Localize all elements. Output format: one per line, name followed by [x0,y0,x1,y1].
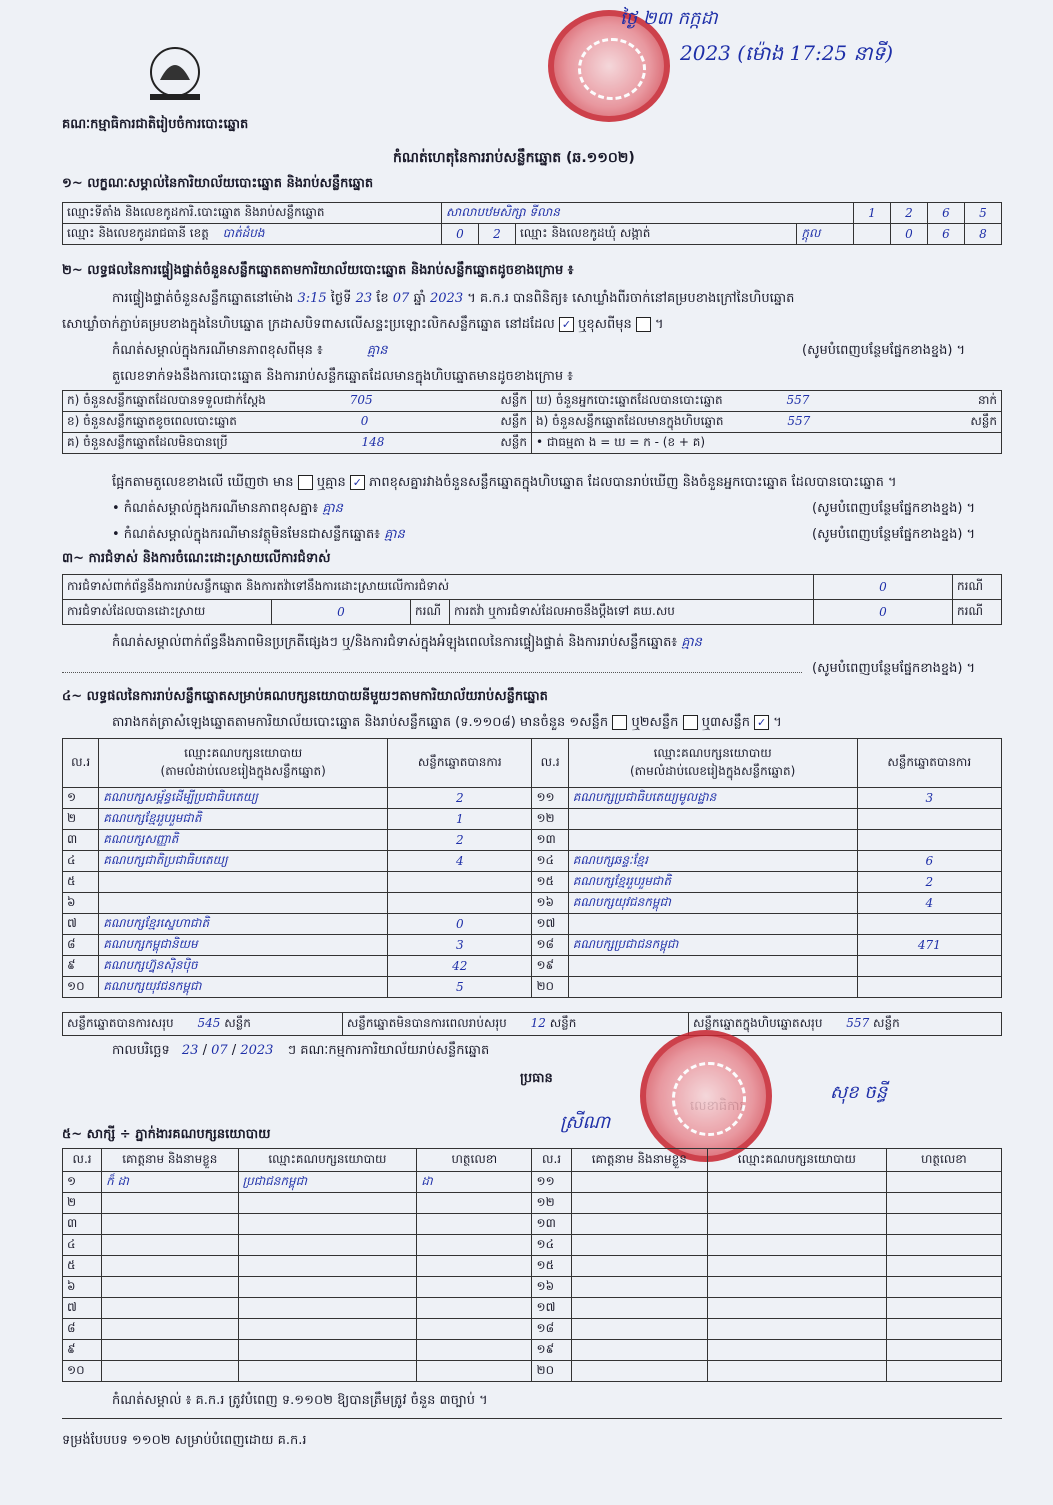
complaint-note-suffix: (សូមបំពេញបន្ថែមផ្នែកខាងខ្នង) ។ [812,661,976,676]
witness-row [63,1172,1002,1193]
party-votes [388,893,532,914]
witness-signature [886,1298,1001,1319]
witness-signature [886,1277,1001,1298]
row-number: ១៨ [532,1319,571,1340]
party-name [99,893,388,914]
row-number: ៩ [63,1340,102,1361]
party-votes: 3 [388,935,532,956]
witness-party [238,1340,417,1361]
party-name: គណបក្សប្រជាជនកម្ពុជា [568,935,857,956]
witness-name [102,1298,238,1319]
complaint-label-1: ការជំទាស់ពាក់ព័ន្ធនឹងការរាប់សន្លឹកឆ្នោត និងការតវ៉ាទៅនឹងការដោះស្រាយលើការជំទាស់ [63,575,814,600]
three-sheets-checkbox[interactable]: ✓ [754,715,769,730]
discrepancy-line: ផ្អែកតាមតួលេខខាងលើ ឃើញថា មាន ឬគ្មាន ✓ ភាពខុសគ្នារវាងចំនួនសន្លឹកឆ្នោតក្នុងហិបឆ្នោត ដែលបានរាប់ឃើញ និងចំនួនអ្នកបោះឆ្នោត ដែលបានបោះឆ្នោត ។ [112,475,897,490]
witness-signature [886,1193,1001,1214]
party-votes [857,977,1001,998]
official-stamp-bottom [640,1030,772,1162]
witness-party [708,1235,887,1256]
party-votes [857,809,1001,830]
total-in-box: 557 [846,1016,870,1030]
row-number: ៦ [63,1277,102,1298]
results-row [63,935,1002,956]
party-name: គណបក្សខ្មែររួបរួមជាតិ [99,809,388,830]
party-votes [388,872,532,893]
party-votes: 2 [388,788,532,809]
witness-signature [886,1214,1001,1235]
row-number: ១ [63,788,99,809]
party-name: គណបក្សយុវជនកម្ពុជា [568,893,857,914]
party-votes: 471 [857,935,1001,956]
witness-signature [417,1193,532,1214]
note-1-value: គ្មាន [366,343,388,358]
row-number: ២ [63,809,99,830]
witness-row [63,1193,1002,1214]
witness-party [238,1256,417,1277]
witness-party [708,1172,887,1193]
witness-signature [417,1256,532,1277]
date-line: កាលបរិច្ឆេទ 23 / 07 / 2023 ៗ គណៈកម្មការការិយាល័យរាប់សន្លឹកឆ្នោត [112,1043,490,1058]
commune-label: ឈ្មោះ និងលេខកូដឃុំ សង្កាត់ [516,224,797,245]
party-votes: 2 [857,872,1001,893]
party-votes [857,914,1001,935]
party-votes: 2 [388,830,532,851]
witness-name [102,1361,238,1382]
party-name: គណបក្សខ្មែររួបរួមជាតិ [568,872,857,893]
party-name: គណបក្សកម្ពុជានិយម [99,935,388,956]
row-number: ១២ [532,809,568,830]
complaint-count-1: 0 [814,575,953,600]
row-number: ៩ [63,956,99,977]
row-number: ១៦ [532,893,568,914]
row-number: ៦ [63,893,99,914]
footnote: កំណត់សម្គាល់ ៖ គ.ក.រ ត្រូវបំពេញ ទ.១១០២ ឱ្យបានត្រឹមត្រូវ ចំនួន ៣ច្បាប់ ។ [112,1393,488,1408]
party-votes: 4 [388,851,532,872]
voters-count: 557 [786,393,810,407]
nec-logo [130,42,220,112]
note-3-suffix: (សូមបំពេញបន្ថែមផ្នែកខាងខ្នង) ។ [812,527,976,542]
party-name: គណបក្សជាតិប្រជាធិបតេយ្យ [99,851,388,872]
witness-party [238,1193,417,1214]
witness-signature: ដា [417,1172,532,1193]
witness-row [63,1361,1002,1382]
witness-signature [886,1172,1001,1193]
witness-party [708,1277,887,1298]
row-number: ១២ [532,1193,571,1214]
complaint-label-2: ការជំទាស់ដែលបានដោះស្រាយ [63,600,272,625]
date-year: 2023 [240,1043,274,1058]
note-2-value: គ្មាន [322,501,343,516]
row-number: ៨ [63,935,99,956]
unchanged-checkbox[interactable]: ✓ [559,317,574,332]
witness-row [63,1256,1002,1277]
witness-signature [417,1214,532,1235]
province-value: បាត់ដំបង [222,226,265,240]
row-number: ៧ [63,914,99,935]
row-number: ១៥ [532,872,568,893]
unused-count: 148 [361,435,385,449]
complaint-count-2: 0 [272,600,411,625]
witness-name [571,1319,707,1340]
witness-name [571,1256,707,1277]
party-name: គណបក្សសម្ព័ន្ធដើម្បីប្រជាធិបតេយ្យ [99,788,388,809]
location-code-4: 5 [965,203,1002,224]
row-number: ១៨ [532,935,568,956]
party-votes: 4 [857,893,1001,914]
location-code-2: 2 [891,203,928,224]
section-1-title: ១~ លក្ខណៈសម្គាល់នៃការិយាល័យបោះឆ្នោត និងរាប់សន្លឹកឆ្នោត [62,176,374,191]
witness-signature [886,1235,1001,1256]
witness-name [571,1277,707,1298]
province-code-1: 0 [442,224,479,245]
row-number: ១៩ [532,1340,571,1361]
row-number: ១១ [532,1172,571,1193]
witness-name [102,1319,238,1340]
changed-checkbox[interactable] [636,317,651,332]
verify-line-2: សោឃ្លាំចាក់ភ្ជាប់គម្របខាងក្នុងនៃហិបឆ្នោត ក្រដាសបិទពាសលើសន្ទះប្រឡោះលិកសន្លឹកឆ្នោត នៅដដែល ✓ ឬខុសពីមុន ។ [62,317,664,332]
witness-party: ប្រជាជនកម្ពុជា [238,1172,417,1193]
party-name [568,809,857,830]
witness-row [63,1277,1002,1298]
witness-party [708,1361,887,1382]
witness-signature [886,1319,1001,1340]
section-2-title: ២~ លទ្ធផលនៃការផ្ទៀងផ្ទាត់ចំនួនសន្លឹកឆ្នោតតាមការិយាល័យបោះឆ្នោត និងរាប់សន្លឹកឆ្នោតដូចខាងក្រោម ៖ [62,263,574,278]
row-number: ៣ [63,1214,102,1235]
party-votes: 1 [388,809,532,830]
party-votes: 3 [857,788,1001,809]
witness-row [63,1214,1002,1235]
party-votes: 6 [857,851,1001,872]
row-number: ១០ [63,1361,102,1382]
witness-signature [417,1361,532,1382]
witness-party [238,1277,417,1298]
witness-signature [417,1319,532,1340]
witness-signature [886,1256,1001,1277]
party-name [568,956,857,977]
section-5-title: ៥~ សាក្សី ÷ ភ្នាក់ងារគណបក្សនយោបាយ [62,1127,271,1142]
witness-row [63,1298,1002,1319]
spoiled-count: 0 [360,414,369,428]
secretary-signature: សុខ ចន្ធី [830,1082,888,1103]
row-number: ២ [63,1193,102,1214]
witness-party [708,1340,887,1361]
section-4-title: ៤~ លទ្ធផលនៃការរាប់សន្លឹកឆ្នោតសម្រាប់គណបក្សនយោបាយនីមួយៗតាមការិយាល័យរាប់សន្លឹកឆ្នោត [62,689,548,704]
province-label: ឈ្មោះ និងលេខកូដរាជធានី ខេត្ត [67,226,209,240]
row-number: ១៥ [532,1256,571,1277]
row-number: ១៦ [532,1277,571,1298]
witness-name: ក៏ ដា [102,1172,238,1193]
verify-year: 2023 [430,291,464,306]
row-number: ១០ [63,977,99,998]
results-table: ល.រ ឈ្មោះគណបក្សនយោបាយ (តាមលំដាប់លេខរៀងក្នុងសន្លឹកឆ្នោត) សន្លឹកឆ្នោតបានការ ល.រ ឈ្មោះគណបក្សនយោបាយ (តាមលំដាប់លេខរៀងក្នុងសន្លឹកឆ្នោត) សន្លឹកឆ្នោតបានការ ១ គណបក្សសម្ព័ន្ធដើម្បីប្រជាធិបតេយ្យ 2 ១១ គណបក្សប្រជាធិបតេយ្យមូលដ្ឋាន 3 ២ គណបក្សខ្មែររួបរួមជាតិ 1 ១២ ៣ គណបក្សសញ្ញាតិ 2 ១៣ ៤ គណបក្សជាតិប្រជាធិបតេយ្យ 4 ១៤ គណបក្សឆន្ទៈខ្មែរ 6 ៥ ១៥ គណបក្សខ្មែររួបរួមជាតិ 2 ៦ ១៦ គណបក្សយុវជនកម្ពុជា 4 ៧ គណបក្សខ្មែរស្នេហាជាតិ 0 ១៧ ៨ គណបក្សកម្ពុជានិយម 3 ១៨ គណបក្សប្រជាជនកម្ពុជា 471 ៩ គណបក្សហ្វ៊ុនស៊ិនប៉ិច 42 ១៩ ១០ គណបក្សយុវជនកម្ពុជា 5 ២០ [62,738,1002,998]
results-row [63,830,1002,851]
verify-day: 23 [355,291,373,306]
row-number: ១៧ [532,1298,571,1319]
date-day: 23 [181,1043,199,1058]
party-name [568,830,857,851]
row-number: ៥ [63,1256,102,1277]
results-row [63,956,1002,977]
two-sheets-checkbox[interactable] [683,715,698,730]
witness-signature [886,1361,1001,1382]
section-3-title: ៣~ ការជំទាស់ និងការចំណេះដោះស្រាយលើការជំទាស់ [62,551,331,566]
row-number: ១៣ [532,830,568,851]
witness-table: ល.រ គោត្តនាម និងនាមខ្លួន ឈ្មោះគណបក្សនយោបាយ ហត្ថលេខា ល.រ គោត្តនាម និងនាមខ្លួន ឈ្មោះគណបក្សនយោបាយ ហត្ថលេខា ១ ក៏ ដា ប្រជាជនកម្ពុជា ដា ១១ ២ ១២ ៣ ១៣ ៤ ១៤ ៥ ១៥ ៦ ១៦ ៧ ១៧ ៨ ១៨ ៩ ១៩ ១០ ២០ [62,1148,1002,1382]
row-number: ៤ [63,851,99,872]
verify-month: 07 [392,291,410,306]
section-1-table [62,202,1002,245]
row-number: ៨ [63,1319,102,1340]
total-valid: 545 [197,1016,221,1030]
witness-party [238,1361,417,1382]
formula: • ជាធម្មតា ង = ឃ = ក - (ខ + គ) [532,433,1002,454]
witness-name [571,1235,707,1256]
results-row [63,809,1002,830]
row-number: ១ [63,1172,102,1193]
note-1: កំណត់សម្គាល់ក្នុងករណីមានភាពខុសពីមុន ៖ គ្មាន [112,343,388,358]
party-votes: 5 [388,977,532,998]
witness-signature [886,1340,1001,1361]
witness-row [63,1319,1002,1340]
witness-name [571,1214,707,1235]
witness-party [238,1235,417,1256]
witness-row [63,1340,1002,1361]
row-number: ១៣ [532,1214,571,1235]
party-name: គណបក្សយុវជនកម្ពុជា [99,977,388,998]
has-discrepancy-checkbox[interactable] [298,475,313,490]
results-row [63,872,1002,893]
results-row [63,851,1002,872]
witness-row [63,1235,1002,1256]
results-row [63,914,1002,935]
row-number: ១៤ [532,851,568,872]
witness-name [571,1361,707,1382]
party-name: គណបក្សហ្វ៊ុនស៊ិនប៉ិច [99,956,388,977]
party-name: គណបក្សសញ្ញាតិ [99,830,388,851]
row-number: ៣ [63,830,99,851]
location-value: សាលាបឋមសិក្សា ទីលាន [442,203,854,224]
row-number: ១១ [532,788,568,809]
note-2-suffix: (សូមបំពេញបន្ថែមផ្នែកខាងខ្នង) ។ [812,501,976,516]
received-count: 705 [349,393,373,407]
party-votes [857,830,1001,851]
commune-code-1: 0 [891,224,928,245]
row-number: ២០ [532,1361,571,1382]
witness-party [708,1319,887,1340]
witness-name [102,1193,238,1214]
witness-name [102,1277,238,1298]
row-number: ១៩ [532,956,568,977]
location-label: ឈ្មោះទីតាំង និងលេខកូដការិ.បោះឆ្នោត និងរាប់សន្លឹកឆ្នោត [63,203,442,224]
party-name: គណបក្សប្រជាធិបតេយ្យមូលដ្ឋាន [568,788,857,809]
witness-party [238,1298,417,1319]
note-2: • កំណត់សម្គាល់ក្នុងករណីមានភាពខុសគ្នា៖ គ្មាន [112,501,343,516]
figures-intro: តួលេខទាក់ទងនឹងការបោះឆ្នោត និងការរាប់សន្លឹកឆ្នោតដែលមានក្នុងហិបឆ្នោតមានដូចខាងក្រោម ៖ [112,369,573,384]
results-row [63,788,1002,809]
witness-signature [417,1340,532,1361]
witness-name [571,1340,707,1361]
note-3: • កំណត់សម្គាល់ក្នុងករណីមានវត្ថុមិនមែនជាសន្លឹកឆ្នោត៖ គ្មាន [112,527,405,542]
one-sheet-checkbox[interactable] [612,715,627,730]
witness-name [102,1340,238,1361]
complaint-note: កំណត់សម្គាល់ពាក់ព័ន្ធនឹងភាពមិនប្រក្រតីផ្សេងៗ ឬ/និងការជំទាស់ក្នុងអំឡុងពេលនៃការផ្ទៀងផ្ទាត់ និងការរាប់សន្លឹកឆ្នោត៖ គ្មាន [112,635,702,650]
row-number: ៧ [63,1298,102,1319]
witness-name [102,1256,238,1277]
witness-name [571,1193,707,1214]
witness-signature [417,1298,532,1319]
results-row [63,977,1002,998]
stamp-note-1: ថ្ងៃ ២៣ កក្កដា [620,8,718,29]
figures-table: ក) ចំនួនសន្លឹកឆ្នោតដែលបានទទួលជាក់ស្ដែង 705 សន្លឹក ឃ) ចំនួនអ្នកបោះឆ្នោតដែលបានបោះឆ្នោត 557 នាក់ ខ) ចំនួនសន្លឹកឆ្នោតខូចពេលបោះឆ្នោត 0 សន្លឹក ង) ចំនួនសន្លឹកឆ្នោតដែលមានក្នុងហិបឆ្នោត 557 សន្លឹក គ) ចំនួនសន្លឹកឆ្នោតដែលមិនបានប្រើ 148 សន្លឹក • ជាធម្មតា ង = ឃ = ក - (ខ + គ) [62,390,1002,454]
row-number: ១៤ [532,1235,571,1256]
witness-signature [417,1277,532,1298]
party-votes: 0 [388,914,532,935]
commune-value: ក្ដុល [797,224,854,245]
witness-party [708,1256,887,1277]
row-number: ១៧ [532,914,568,935]
results-totals: សន្លឹកឆ្នោតបានការសរុប 545 សន្លឹក សន្លឹកឆ្នោតមិនបានការពេលរាប់សរុប 12 សន្លឹក សន្លឹកឆ្នោតក្នុងហិបឆ្នោតសរុប 557 សន្លឹក [62,1012,1002,1036]
verify-time: 3:15 [297,291,327,306]
witness-party [708,1193,887,1214]
witness-party [708,1214,887,1235]
complaint-label-3: ការតវ៉ា ឬការជំទាស់ដែលអាចនឹងប្ដឹងទៅ គឃ.សប [450,600,814,625]
party-name: គណបក្សខ្មែរស្នេហាជាតិ [99,914,388,935]
party-name [99,872,388,893]
witness-name [571,1298,707,1319]
complaint-note-value: គ្មាន [681,635,702,650]
province-code-2: 2 [479,224,516,245]
witness-name [102,1235,238,1256]
witness-signature [417,1235,532,1256]
ballots-in-box: 557 [787,414,811,428]
party-votes: 42 [388,956,532,977]
party-votes [857,956,1001,977]
note-1-suffix: (សូមបំពេញបន្ថែមផ្នែកខាងខ្នង) ។ [802,343,966,358]
total-invalid: 12 [530,1016,546,1030]
date-month: 07 [211,1043,228,1058]
complaints-table: ការជំទាស់ពាក់ព័ន្ធនឹងការរាប់សន្លឹកឆ្នោត និងការតវ៉ាទៅនឹងការដោះស្រាយលើការជំទាស់ 0 ករណី ការជំទាស់ដែលបានដោះស្រាយ 0 ករណី ការតវ៉ា ឬការជំទាស់ដែលអាចនឹងប្ដឹងទៅ គឃ.សប 0 ករណី [62,574,1002,625]
witness-name [102,1214,238,1235]
stamp-note-2: 2023 (ម៉ោង 17:25 នាទី) [680,41,894,65]
verify-line-1: ការផ្ទៀងផ្ទាត់ចំនួនសន្លឹកឆ្នោតនៅម៉ោង 3:15 ថ្ងៃទី 23 ខែ 07 ឆ្នាំ 2023 ។ គ.ក.រ បានពិនិត្យ៖ សោឃ្លាំងពីរចាក់នៅគម្របខាងក្រៅនៃហិបឆ្នោត [112,291,795,306]
results-row [63,893,1002,914]
witness-party [238,1214,417,1235]
commune-code-2: 6 [928,224,965,245]
org-name: គណៈកម្មាធិការជាតិរៀបចំការបោះឆ្នោត [62,117,249,132]
chair-label: ប្រធាន [520,1071,553,1086]
witness-party [708,1298,887,1319]
row-number: ២០ [532,977,568,998]
row-number: ៥ [63,872,99,893]
chair-signature: ស្រីណា [560,1112,611,1133]
tally-sheets-line: តារាងកត់ត្រាសំឡេងឆ្នោតតាមការិយាល័យបោះឆ្នោត និងរាប់សន្លឹកឆ្នោត (ទ.១១០៨) មានចំនួន ១សន្លឹក ឬ២សន្លឹក ឬ៣សន្លឹក ✓ ។ [112,715,782,730]
row-number: ៤ [63,1235,102,1256]
note-3-value: គ្មាន [384,527,405,542]
complaint-count-3: 0 [814,600,953,625]
commune-code-3: 8 [965,224,1002,245]
form-footer: ទម្រង់បែបបទ ១១០២ សម្រាប់បំពេញដោយ គ.ក.រ [62,1433,307,1448]
party-name [568,977,857,998]
location-code-1: 1 [854,203,891,224]
location-code-3: 6 [928,203,965,224]
party-name: គណបក្សឆន្ទៈខ្មែរ [568,851,857,872]
no-discrepancy-checkbox[interactable]: ✓ [350,475,365,490]
witness-party [238,1319,417,1340]
party-name [568,914,857,935]
form-title: កំណត់ហេតុនៃការរាប់សន្លឹកឆ្នោត (ឆ.១១០២) [393,150,635,166]
witness-name [571,1172,707,1193]
